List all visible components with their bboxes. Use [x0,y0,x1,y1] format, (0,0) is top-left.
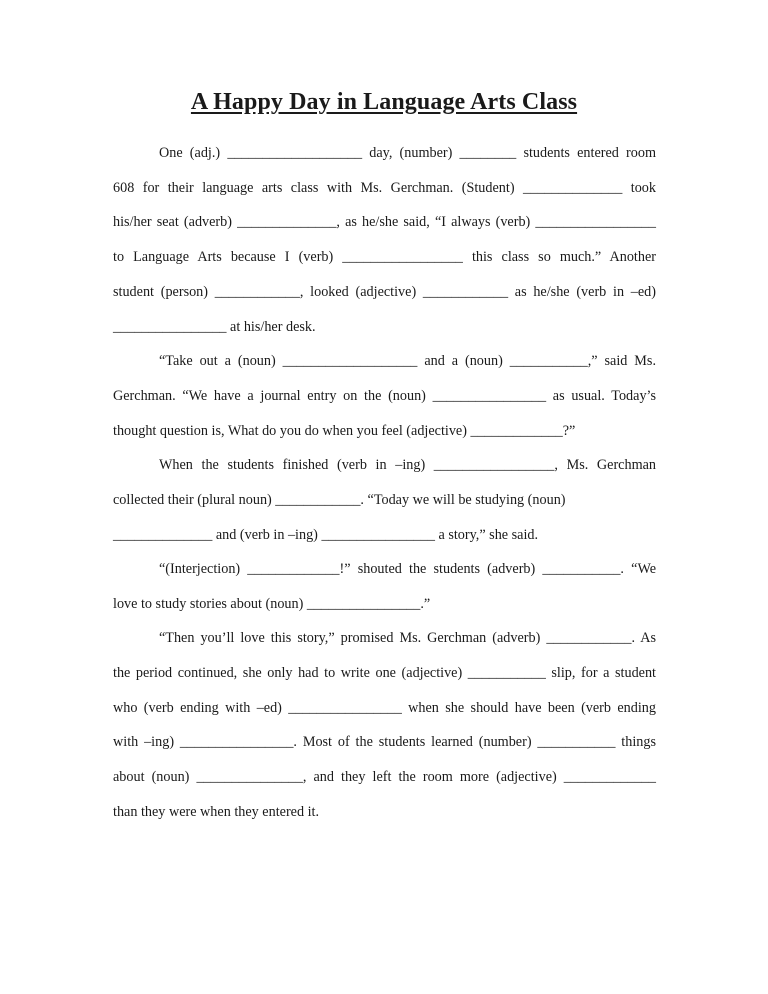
text-line: to Language Arts because I (verb) _________________ this class so much.” Another [113,249,656,265]
text-line: the period continued, she only had to write one (adjective) ___________ slip, for a student [113,665,656,681]
text-line: 608 for their language arts class with Ms. Gerchman. (Student) ______________ took [113,180,656,196]
text-line: One (adj.) ___________________ day, (number) ________ students entered room [159,145,656,161]
page-title: A Happy Day in Language Arts Class [190,89,578,115]
text-line: about (noun) _______________, and they left the room more (adjective) _____________ [113,769,656,785]
text-line: with –ing) ________________. Most of the students learned (number) ___________ things [113,734,656,750]
text-line: student (person) ____________, looked (adjective) ____________ as he/she (verb in –ed) [113,284,656,300]
text-line: collected their (plural noun) ____________. “Today we will be studying (noun) [113,492,566,508]
text-line: “Take out a (noun) ___________________ and a (noun) ___________,” said Ms. [159,353,656,369]
text-line: “Then you’ll love this story,” promised Ms. Gerchman (adverb) ____________. As [159,630,656,646]
text-line: “(Interjection) _____________!” shouted the students (adverb) ___________. “We [159,561,656,577]
text-line: ________________ at his/her desk. [113,319,316,335]
text-line: ______________ and (verb in –ing) ________________ a story,” she said. [113,527,539,543]
text-line: thought question is, What do you do when you feel (adjective) _____________?” [113,423,576,439]
text-line: than they were when they entered it. [113,804,320,820]
text-line: When the students finished (verb in –ing) _________________, Ms. Gerchman [159,457,656,473]
text-line: Gerchman. “We have a journal entry on the (noun) ________________ as usual. Today’s [113,388,656,404]
text-line: love to study stories about (noun) ________________.” [113,596,431,612]
text-line: who (verb ending with –ed) ________________ when she should have been (verb ending [113,700,656,716]
text-line: his/her seat (adverb) ______________, as he/she said, “I always (verb) _________________ [113,214,656,230]
